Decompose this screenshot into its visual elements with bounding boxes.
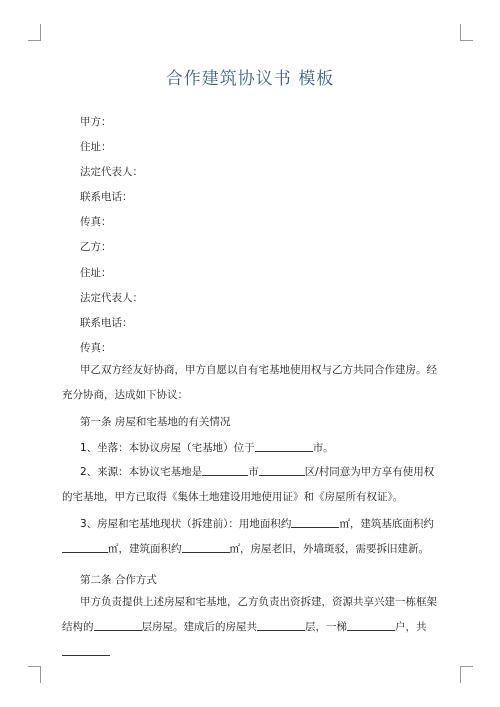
party-b-fax: 传真： [80,342,112,354]
article1-item1 [80,440,334,455]
crop-mark-bottom-left [28,666,41,683]
party-b-address: 住址： [80,267,112,279]
item1-text-a: 1、坐落：本协议房屋（宅基地）位于 [80,442,255,454]
item2-text-c: 区/村同意为甲方享有使用权的宅基地，甲方已取得《集体土地建设用地使用证》和《房屋所有权证》。 [62,466,435,503]
article2-text-b: 层房屋。建成后的房屋共 [141,621,257,633]
article1-item2 [62,460,440,510]
crop-mark-top-right [460,24,473,41]
page-title: 合作建筑协议书 模板 [165,69,335,89]
crop-mark-top-left [28,24,41,41]
base-area-blank[interactable] [62,541,108,553]
item3-text-d: ㎡，房屋老旧，外墙斑驳，需要拆旧建新。 [229,543,429,555]
party-b-label: 乙方： [80,241,112,253]
total-floors-blank[interactable] [257,619,305,631]
party-a-rep: 法定代表人： [80,166,143,178]
article1-item3 [62,512,440,562]
floors-blank[interactable] [94,619,142,631]
party-a-label: 甲方： [80,116,112,128]
item3-text-c: ㎡，建筑面积约 [108,543,182,555]
item2-text-a: 2、来源：本协议宅基地是 [80,466,203,478]
article2-text-c: 层，一梯 [305,621,347,633]
city-blank[interactable] [202,464,248,476]
building-area-blank[interactable] [182,541,230,553]
crop-mark-bottom-right [460,666,473,683]
party-a-fax: 传真： [80,216,112,228]
total-units-blank[interactable] [62,644,110,656]
units-blank[interactable] [347,619,395,631]
intro-paragraph: 甲乙双方经友好协商，甲方自愿以自有宅基地使用权与乙方共同合作建房。经充分协商，达成如下协议： [62,364,437,401]
article2-text-a: 甲方负责提供上述房屋和宅基地，乙方负责出资拆建，资源共享兴建一栋框架结构的 [62,596,437,633]
district-blank[interactable] [259,464,305,476]
article2-text-d: 户，共 [395,621,427,633]
party-b-rep: 法定代表人： [80,292,143,304]
item3-text-a: 3、房屋和宅基地现状（拆建前）：用地面积约 [80,518,292,530]
article2-paragraph [62,590,440,665]
item1-text-b: 市。 [312,442,334,454]
item2-text-b: 市 [248,466,259,478]
item3-text-b: ㎡，建筑基底面积约 [339,518,434,530]
article2-heading: 第二条 合作方式 [80,574,157,586]
location-blank[interactable] [255,440,313,452]
land-area-blank[interactable] [291,516,339,528]
party-a-phone: 联系电话： [80,191,133,203]
article1-heading: 第一条 房屋和宅基地的有关情况 [80,416,231,428]
party-a-address: 住址： [80,141,112,153]
party-b-phone: 联系电话： [80,317,133,329]
